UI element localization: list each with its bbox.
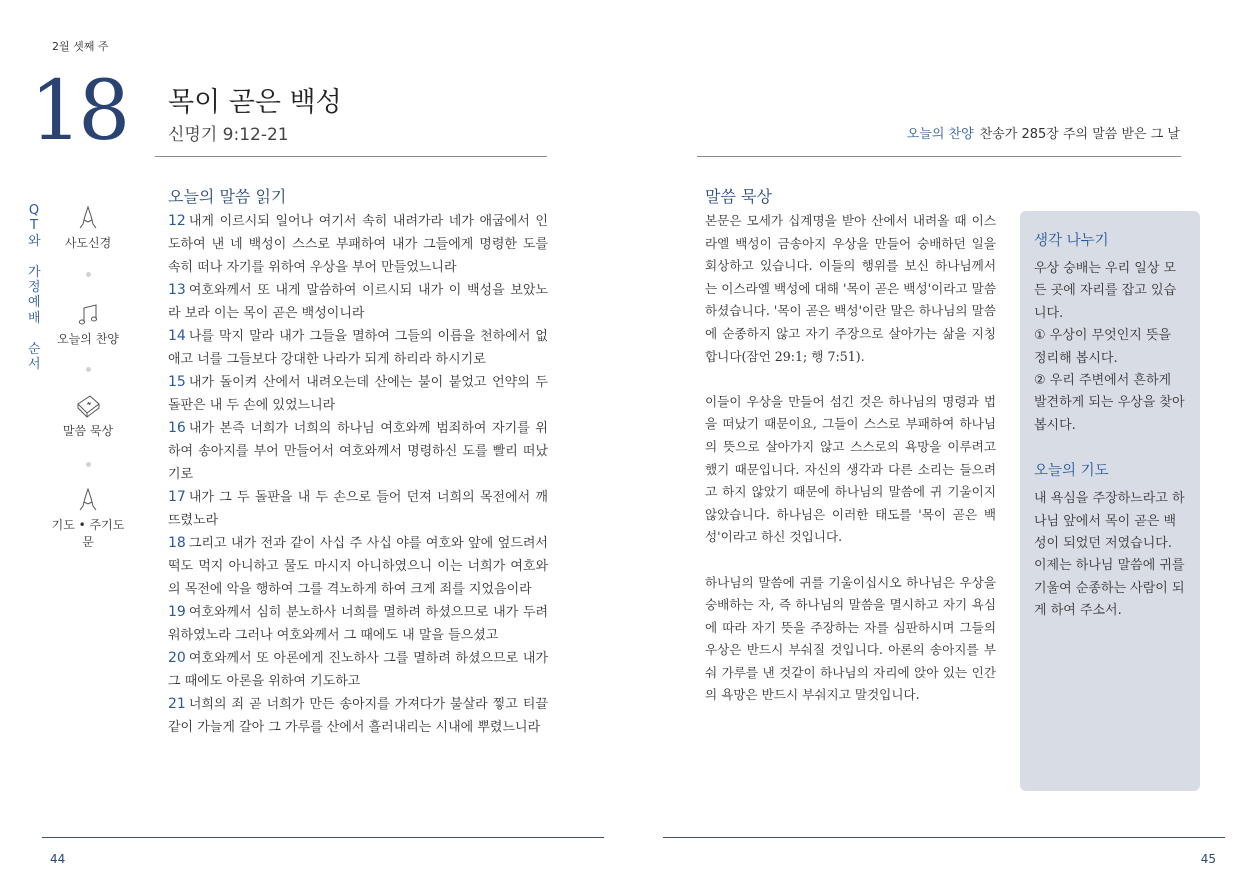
share-box bbox=[1020, 211, 1200, 791]
meditation-heading: 말씀 묵상 bbox=[705, 187, 772, 206]
scripture-reference: 신명기 9:12-21 bbox=[168, 125, 289, 145]
page-number-left: 44 bbox=[50, 852, 66, 866]
side-item-prayer: 기도 • 주기도문 bbox=[48, 486, 128, 550]
verse: 16 내가 본즉 너희가 너희의 하나님 여호와께 범죄하여 자기를 위하여 송아지를 부어 만들어서 여호와께서 명령하신 도를 빨리 떠났기로 bbox=[168, 420, 548, 482]
page-title: 목이 곧은 백성 bbox=[168, 87, 342, 118]
meditation-paragraph: 하나님의 말씀에 귀를 기울이십시오 하나님은 우상을 숭배하는 자, 즉 하나님의 말씀을 멸시하고 자기 욕심에 따라 자기 뜻을 주장하는 자를 심판하시며 그들의 우상은 반드시 부숴질 것입니다. 아론의 송아지를 부숴 가루를 낸 것같이 하나님의 자리에 앉아 있는 인간의 욕망은 반드시 부숴지고 말것입니다. bbox=[705, 574, 996, 703]
music-note-icon bbox=[74, 300, 102, 328]
divider-bottom-right bbox=[663, 837, 1225, 838]
side-item-hymn: 오늘의 찬양 bbox=[48, 300, 128, 347]
todays-hymn bbox=[907, 123, 1180, 142]
share-heading: 생각 나누기 bbox=[1034, 233, 1109, 249]
verse: 17 내가 그 두 돌판을 내 두 손으로 들어 던져 너희의 목전에서 깨뜨렸노라 bbox=[168, 489, 548, 528]
meditation-paragraph: 본문은 모세가 십계명을 받아 산에서 내려올 때 이스라엘 백성이 금송아지 우상을 만들어 숭배하던 일을 회상하고 있습니다. 이들의 행위를 보신 하나님께서는 이스라엘 백성에 대해 '목이 곧은 백성'이라고 말씀하셨습니다. '목이 곧은 백성'이란 말은 하나님의 말씀에 순종하지 않고 자기 주장으로 살아가는 삶을 지칭합니다(잠언 29:1; 행 7:51). bbox=[705, 213, 996, 364]
verse: 19 여호와께서 심히 분노하사 너희를 멸하려 하셨으므로 내가 두려워하였노라 그러나 여호와께서 그 때에도 내 말을 들으셨고 bbox=[168, 604, 548, 643]
praying-hands-icon bbox=[74, 486, 102, 514]
prayer-heading: 오늘의 기도 bbox=[1034, 463, 1109, 480]
prayer-text: 내 욕심을 주장하느라고 하나님 앞에서 목이 곧은 백성이 되었던 저였습니다. 이제는 하나님 말씀에 귀를 기울여 순종하는 사람이 되게 하여 주소서. bbox=[1034, 491, 1185, 619]
nav-dot bbox=[86, 462, 91, 467]
verse: 13 여호와께서 또 내게 말씀하여 이르시되 내가 이 백성을 보았노라 보라 이는 목이 곧은 백성이니라 bbox=[168, 282, 548, 321]
verse: 20 여호와께서 또 아론에게 진노하사 그를 멸하려 하셨으므로 내가 그 때에도 아론을 위하여 기도하고 bbox=[168, 650, 548, 689]
vertical-section-label: Q T 와 가 정 예 배 순 서 bbox=[28, 203, 41, 372]
hymn-text: 찬송가 285장 주의 말씀 받은 그 날 bbox=[979, 127, 1180, 142]
meditation-paragraph: 이들이 우상을 만들어 섬긴 것은 하나님의 명령과 법을 떠났기 때문이요, 그들이 스스로 부패하여 하나님의 뜻으로 살아가지 않고 스스로의 욕망을 이루려고 했기 때문입니다. 자신의 생각과 다른 소리는 들으려고 하지 않았기 때문에 하나님의 말씀에 귀 기울이지 않았습니다. 하나님은 이러한 태도를 '목이 곧은 백성'이라고 하신 것입니다. bbox=[705, 393, 996, 545]
verse: 14 나를 막지 말라 내가 그들을 멸하여 그들의 이름을 천하에서 없애고 너를 그들보다 강대한 나라가 되게 하리라 하시기로 bbox=[168, 328, 548, 367]
side-item-meditation: 말씀 묵상 bbox=[48, 392, 128, 439]
hymn-label: 오늘의 찬양 bbox=[906, 127, 974, 142]
divider-top-left bbox=[155, 156, 547, 157]
scripture-reading bbox=[168, 210, 548, 739]
page-number-right: 45 bbox=[1200, 852, 1216, 866]
share-text: 우상 숭배는 우리 일상 모든 곳에 자리를 잡고 있습니다. ① 우상이 무엇인지 뜻을 정리해 봅시다. ② 우리 주변에서 흔하게 발견하게 되는 우상을 찾아 봅시다. bbox=[1034, 261, 1185, 433]
reading-heading: 오늘의 말씀 읽기 bbox=[168, 187, 287, 206]
side-item-creed: 사도신경 bbox=[48, 204, 128, 251]
verse: 12 내게 이르시되 일어나 여기서 속히 내려가라 네가 애굽에서 인도하여 낸 네 백성이 스스로 부패하여 내가 그들에게 명령한 도를 속히 떠나 자기를 위하여 우상을 부어 만들었느니라 bbox=[168, 213, 548, 275]
meditation-text bbox=[705, 210, 996, 730]
day-number: 18 bbox=[30, 64, 127, 159]
bible-icon bbox=[74, 392, 102, 420]
verse: 21 너희의 죄 곧 너희가 만든 송아지를 가져다가 불살라 찧고 티끌 같이 가늘게 갈아 그 가루를 산에서 흘러내리는 시내에 뿌렸느니라 bbox=[168, 696, 548, 735]
nav-dot bbox=[86, 367, 91, 372]
praying-hands-icon bbox=[74, 204, 102, 232]
verse: 18 그리고 내가 전과 같이 사십 주 사십 야를 여호와 앞에 엎드려서 떡도 먹지 아니하고 물도 마시지 아니하였으니 이는 너희가 여호와의 목전에 악을 행하여 그를 격노하게 하여 크게 죄를 지었음이라 bbox=[168, 535, 548, 597]
week-label: 2월 셋째 주 bbox=[52, 40, 109, 53]
divider-bottom-left bbox=[42, 837, 604, 838]
verse: 15 내가 돌이켜 산에서 내려오는데 산에는 불이 붙었고 언약의 두 돌판은 내 두 손에 있었느니라 bbox=[168, 374, 548, 413]
divider-top-right bbox=[697, 156, 1181, 157]
nav-dot bbox=[86, 272, 91, 277]
